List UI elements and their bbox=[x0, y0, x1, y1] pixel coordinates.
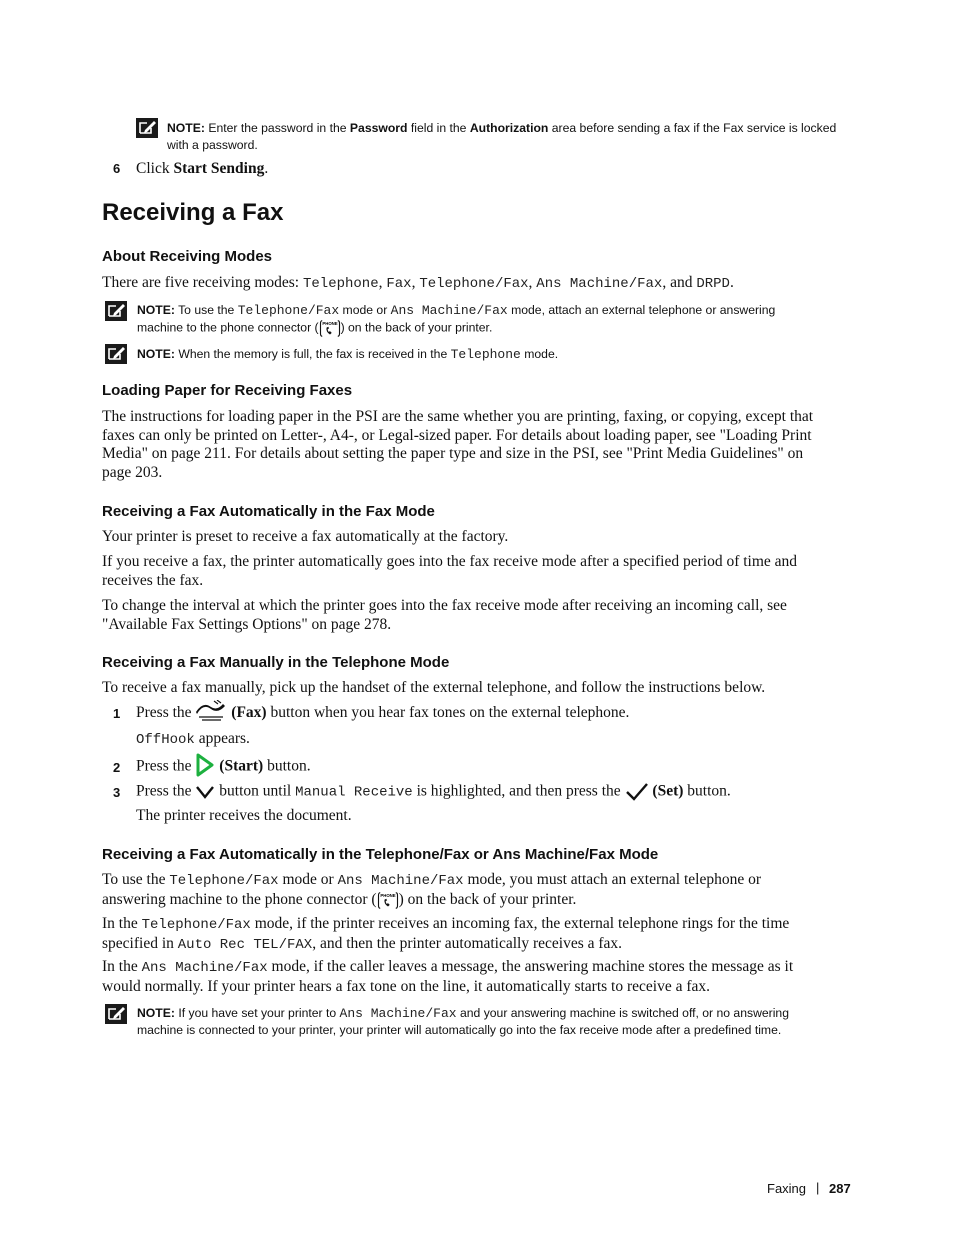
paragraph-line: If you receive a fax, the printer automatically goes into the fax receive mode after a specified period of time and bbox=[102, 553, 798, 570]
paragraph-text: specified in bbox=[102, 934, 174, 952]
mode-code: Telephone bbox=[302, 276, 379, 292]
mode-code: Telephone/Fax bbox=[141, 917, 251, 933]
section-heading: About Receiving Modes bbox=[102, 248, 273, 265]
modes-paragraph bbox=[102, 274, 734, 294]
note-text: mode, attach an external telephone or answering bbox=[511, 303, 776, 317]
set-button-label: (Set) bbox=[652, 782, 684, 800]
mode-code: Telephone/Fax bbox=[419, 276, 529, 292]
paragraph-text: In the bbox=[102, 915, 138, 932]
page-title: Receiving a Fax bbox=[102, 199, 284, 226]
page-number: 287 bbox=[829, 1181, 851, 1196]
mode-code: Telephone bbox=[450, 347, 521, 362]
checkmark-icon bbox=[625, 782, 649, 802]
paragraph-text: would normally. If your printer hears a fax tone on the line, it automatically starts to receive a fax. bbox=[102, 977, 711, 995]
paragraph-text: , and bbox=[662, 274, 693, 291]
note-text: machine to the phone connector ( bbox=[137, 320, 319, 335]
paragraph: To receive a fax manually, pick up the handset of the external telephone, and follow the instructions below. bbox=[102, 679, 766, 696]
answering-machine-note bbox=[137, 1005, 857, 1039]
note-text: Enter the password in the bbox=[208, 121, 347, 135]
paragraph-text: . bbox=[729, 274, 734, 291]
step-number: 3 bbox=[113, 785, 121, 800]
menu-code: Manual Receive bbox=[295, 784, 413, 801]
note-text: If you have set your printer to bbox=[178, 1006, 337, 1020]
note-text: ) on the back of your printer. bbox=[340, 320, 493, 335]
step-text-part: Press the bbox=[136, 757, 192, 775]
step-text bbox=[136, 704, 629, 723]
step-text-part: button. bbox=[687, 782, 731, 800]
note-label: NOTE: bbox=[167, 121, 205, 135]
section-heading: Receiving a Fax Manually in the Telephone Mode bbox=[102, 654, 450, 671]
phone-port-icon bbox=[377, 891, 399, 910]
step-subtext: The printer receives the document. bbox=[136, 807, 352, 824]
step-text-part: button. bbox=[267, 757, 311, 775]
note-text: To use the bbox=[178, 303, 235, 317]
note-text: mode or bbox=[342, 303, 388, 317]
note-label: NOTE: bbox=[137, 303, 175, 317]
mode-code: Ans Machine/Fax bbox=[390, 303, 508, 318]
note-icon bbox=[136, 118, 158, 138]
section-heading: Loading Paper for Receiving Faxes bbox=[102, 382, 353, 399]
paragraph-text: mode or bbox=[282, 871, 334, 888]
authorization-ref: Authorization bbox=[469, 121, 549, 135]
paragraph-text: mode, if the printer receives an incoming fax, the external telephone rings for the time bbox=[254, 915, 790, 932]
note-text: When the memory is full, the fax is received in the bbox=[178, 347, 448, 361]
paragraph-text: ) on the back of your printer. bbox=[398, 890, 577, 908]
paragraph bbox=[102, 871, 862, 910]
step-text-part: Press the bbox=[136, 782, 192, 800]
step-number: 1 bbox=[113, 706, 121, 721]
password-note bbox=[167, 120, 867, 154]
paragraph-text: answering machine to the phone connector ( bbox=[102, 890, 377, 908]
note-text: field in the bbox=[410, 121, 467, 135]
loading-paragraph bbox=[102, 408, 862, 482]
paragraph bbox=[102, 597, 862, 634]
start-triangle-icon bbox=[195, 753, 215, 777]
step-text bbox=[136, 757, 311, 777]
paragraph bbox=[102, 958, 862, 996]
note-icon bbox=[105, 1004, 127, 1024]
setting-code: Auto Rec TEL/FAX bbox=[177, 936, 313, 953]
phone-port-icon bbox=[319, 319, 341, 338]
mode-code: Ans Machine/Fax bbox=[337, 873, 464, 889]
modes-note bbox=[137, 302, 857, 338]
note-text: machine is connected to your printer, your printer will automatically go into the fax receive mode after a predefined time. bbox=[137, 1023, 782, 1037]
mode-code: DRPD bbox=[696, 276, 730, 292]
step-text-part: button when you hear fax tones on the external telephone. bbox=[270, 704, 630, 721]
paragraph bbox=[102, 553, 862, 590]
memory-note bbox=[137, 346, 857, 363]
step-subtext bbox=[136, 730, 250, 750]
note-text: with a password. bbox=[167, 138, 258, 152]
paragraph-text: To use the bbox=[102, 871, 166, 888]
paragraph-line: "Available Fax Settings Options" on page 278. bbox=[102, 615, 392, 633]
paragraph-line: receives the fax. bbox=[102, 571, 204, 589]
step-text bbox=[136, 160, 268, 179]
note-text: mode. bbox=[524, 347, 559, 361]
mode-code: Fax bbox=[386, 276, 412, 292]
step-number: 6 bbox=[113, 161, 121, 176]
section-heading: Receiving a Fax Automatically in the Telephone/Fax or Ans Machine/Fax Mode bbox=[102, 846, 659, 863]
step-number: 2 bbox=[113, 760, 121, 775]
paragraph-text: mode, if the caller leaves a message, the answering machine stores the message as it bbox=[271, 958, 794, 975]
note-label: NOTE: bbox=[137, 347, 175, 361]
password-field-ref: Password bbox=[349, 121, 408, 135]
paragraph-line: The instructions for loading paper in the PSI are the same whether you are printing, faxing, or copying, except that bbox=[102, 408, 814, 425]
mode-code: Ans Machine/Fax bbox=[141, 960, 268, 976]
start-button-label: (Start) bbox=[219, 757, 264, 775]
paragraph-line: Media" on page 211. For details about setting the paper type and size in the PSI, see "Print Media Guidelines" on bbox=[102, 445, 804, 462]
footer-separator: | bbox=[816, 1180, 820, 1195]
section-heading: Receiving a Fax Automatically in the Fax Mode bbox=[102, 503, 435, 520]
footer-section: Faxing bbox=[767, 1181, 807, 1196]
note-icon bbox=[105, 344, 127, 364]
step-text-part: Click bbox=[136, 160, 170, 177]
paragraph-line: page 203. bbox=[102, 463, 163, 481]
paragraph bbox=[102, 915, 862, 954]
step-text-part: appears. bbox=[198, 730, 250, 747]
paragraph-text: , bbox=[528, 274, 533, 291]
down-arrow-icon bbox=[195, 784, 215, 800]
note-text: and your answering machine is switched off, or no answering bbox=[459, 1006, 789, 1020]
paragraph-text: , bbox=[411, 274, 416, 291]
status-code: OffHook bbox=[136, 732, 195, 748]
mode-code: Ans Machine/Fax bbox=[339, 1006, 457, 1021]
start-sending-ref: Start Sending bbox=[173, 160, 265, 177]
step-text bbox=[136, 782, 731, 802]
note-icon bbox=[105, 301, 127, 321]
note-label: NOTE: bbox=[137, 1006, 175, 1020]
fax-handset-icon bbox=[195, 700, 227, 722]
paragraph-text: mode, you must attach an external telephone or bbox=[467, 871, 762, 888]
paragraph-text: In the bbox=[102, 958, 138, 975]
fax-button-label: (Fax) bbox=[231, 704, 267, 721]
note-text: area before sending a fax if the Fax service is locked bbox=[551, 121, 837, 135]
paragraph-text: , and then the printer automatically receives a fax. bbox=[312, 934, 623, 952]
step-text-part: is highlighted, and then press the bbox=[416, 782, 621, 800]
paragraph-line: faxes can only be printed on Letter-, A4-, or Legal-sized paper. For details about loading paper, see "Loading Print bbox=[102, 426, 812, 444]
paragraph: Your printer is preset to receive a fax automatically at the factory. bbox=[102, 528, 509, 545]
paragraph-line: To change the interval at which the printer goes into the fax receive mode after receiving an incoming call, see bbox=[102, 597, 787, 614]
step-text-part: Press the bbox=[136, 704, 192, 721]
mode-code: Telephone/Fax bbox=[169, 873, 279, 889]
step-text-part: . bbox=[264, 160, 269, 177]
mode-code: Ans Machine/Fax bbox=[536, 276, 663, 292]
paragraph-text: , bbox=[378, 274, 383, 291]
paragraph-text: There are five receiving modes: bbox=[102, 274, 300, 291]
step-text-part: button until bbox=[219, 782, 292, 800]
mode-code: Telephone/Fax bbox=[237, 303, 340, 318]
